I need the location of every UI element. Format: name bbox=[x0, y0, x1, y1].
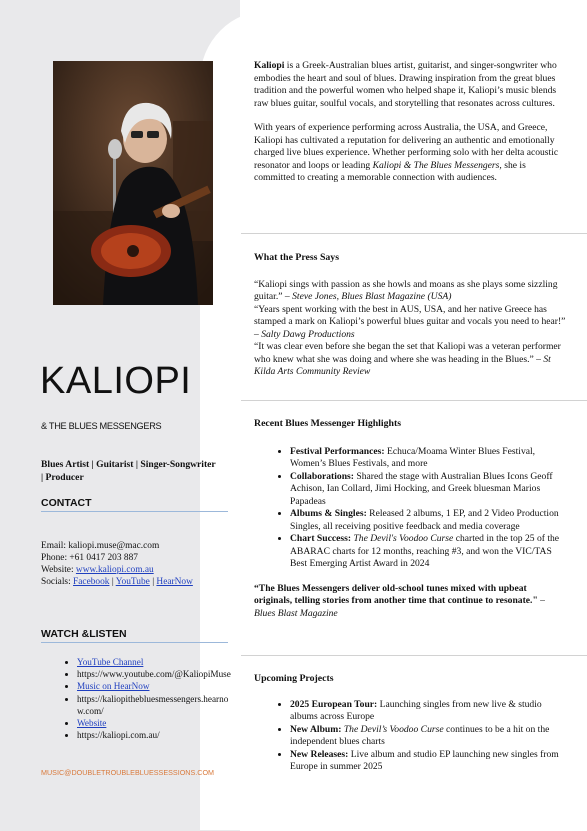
press-heading: What the Press Says bbox=[254, 252, 340, 263]
press-quote-source: Salty Dawg Productions bbox=[261, 328, 355, 340]
bio-artist-name: Kaliopi bbox=[254, 60, 285, 71]
watch-divider bbox=[41, 642, 228, 643]
press-quote bbox=[254, 304, 567, 342]
item-label: Chart Success: bbox=[290, 533, 352, 544]
highlights-section bbox=[254, 418, 567, 620]
contact-heading: CONTACT bbox=[41, 497, 92, 509]
bio-section bbox=[254, 60, 567, 185]
section-divider bbox=[241, 400, 587, 401]
highlights-heading: Recent Blues Messenger Highlights bbox=[254, 418, 402, 429]
artist-subtitle: & THE BLUES MESSENGERS bbox=[41, 421, 162, 431]
press-quote-source: Steve Jones, Blues Blast Magazine (USA) bbox=[292, 291, 452, 302]
projects-heading: Upcoming Projects bbox=[254, 673, 334, 684]
bio-text-1: is a Greek-Australian blues artist, guitarist, and singer-songwriter who embodies the heart and soul of blues. Drawing inspiration from the great blues tradition and the powerful women who helped shape it, Kaliopi’s music blends raw blues guitar, soulful vocals, and storytelling that resonates across cultures. bbox=[254, 60, 557, 109]
item-label: Festival Performances: bbox=[290, 445, 385, 457]
item-label: New Releases: bbox=[290, 748, 349, 760]
facebook-link[interactable]: Facebook bbox=[73, 577, 110, 587]
item-text: Released 2 albums, 1 EP, and 2 Video Production Singles, all receiving positive feedback and media coverage bbox=[290, 508, 559, 532]
highlights-quote-text: “The Blues Messengers deliver old-school tunes mixed with upbeat originals, telling stories from another time that continue to resonate." bbox=[254, 582, 538, 606]
item-text: Live album and studio EP launching new singles from Europe in summer 2025 bbox=[290, 748, 559, 772]
contact-divider bbox=[41, 511, 228, 512]
socials-label: Socials: bbox=[41, 577, 74, 587]
item-label: New Album: bbox=[290, 723, 342, 735]
phone-label: Phone: bbox=[41, 553, 70, 563]
watch-heading: WATCH &LISTEN bbox=[41, 628, 127, 640]
list-item bbox=[290, 749, 567, 774]
contact-block bbox=[41, 540, 231, 588]
watch-link[interactable]: YouTube Channel bbox=[77, 657, 144, 667]
contact-socials bbox=[41, 576, 231, 588]
watch-link[interactable]: Website bbox=[77, 718, 107, 729]
watch-url: https://kaliopithebluesmessengers.hearnow.com/ bbox=[77, 693, 229, 716]
item-text: Launching singles from new live & studio albums across Europe bbox=[290, 698, 542, 722]
watch-item bbox=[77, 668, 231, 680]
email-label: Email: bbox=[41, 541, 69, 551]
item-label: Albums & Singles: bbox=[290, 508, 367, 519]
press-section bbox=[254, 252, 567, 379]
bio-band-name: Kaliopi & The Blues Messengers, bbox=[372, 159, 502, 171]
highlights-quote bbox=[254, 583, 567, 621]
contact-phone bbox=[41, 552, 231, 564]
item-title: The Devil's Voodoo Curse bbox=[353, 533, 454, 544]
watch-url: https://www.youtube.com/@KaliopiMuse bbox=[77, 669, 231, 680]
bio-paragraph-1 bbox=[254, 60, 567, 110]
watch-item bbox=[77, 656, 231, 668]
list-item bbox=[290, 446, 567, 471]
item-text-end: charted in the top 25 of the ABARAC charts for 12 months, reaching #3, and won the VIC/TAS Best Emerging Artist Award in 2024 bbox=[290, 533, 560, 569]
item-text: Echuca/Moama Winter Blues Festival, Women’s Blues Festivals, and more bbox=[290, 445, 536, 469]
phone-value: +61 0417 203 887 bbox=[69, 553, 138, 563]
list-item bbox=[290, 699, 567, 724]
press-quote-text: “Years spent working with the best in AUS, USA, and her native Greece has stamped a mark on Kaliopi’s powerful blues guitar and vocals you need to hear!” – bbox=[254, 303, 566, 340]
press-quote bbox=[254, 279, 567, 304]
watch-list bbox=[41, 656, 231, 741]
watch-item bbox=[77, 729, 231, 741]
projects-list bbox=[254, 699, 567, 774]
performer-photo-icon bbox=[53, 61, 213, 305]
socials-separator: | bbox=[109, 577, 116, 587]
list-item bbox=[290, 533, 567, 571]
artist-roles: Blues Artist | Guitarist | Singer-Songwriter | Producer bbox=[41, 459, 216, 483]
watch-item bbox=[77, 717, 231, 729]
artist-name: KALIOPI bbox=[40, 360, 192, 402]
press-quote bbox=[254, 341, 567, 379]
watch-link[interactable]: Music on HearNow bbox=[77, 681, 150, 692]
list-item bbox=[290, 508, 567, 533]
item-label: Collaborations: bbox=[290, 470, 354, 482]
footer-email[interactable]: MUSIC@DOUBLETROUBLEBLUESSESSIONS.COM bbox=[41, 768, 215, 777]
item-title: The Devil’s Voodoo Curse bbox=[343, 723, 444, 735]
performer-photo bbox=[53, 61, 213, 305]
press-quote-source: St Kilda Arts Community Review bbox=[254, 353, 551, 377]
watch-url: https://kaliopi.com.au/ bbox=[77, 730, 160, 741]
contact-website bbox=[41, 564, 231, 576]
bio-paragraph-2 bbox=[254, 122, 567, 185]
bio-text-2-end: she is committed to creating a memorable connection with audiences. bbox=[254, 159, 526, 183]
press-quotes bbox=[254, 279, 567, 379]
press-quote-text: “Kaliopi sings with passion as she howls and moans as she plays some sizzling guitar.” – bbox=[254, 278, 558, 302]
quote-dash: – bbox=[537, 595, 545, 606]
socials-separator: | bbox=[149, 577, 157, 587]
highlights-quote-source: Blues Blast Magazine bbox=[254, 607, 338, 619]
bio-text-2: With years of experience performing across Australia, the USA, and Greece, Kaliopi has cultivated a reputation for delivering an authentic and emotionally charged live blues experience. Whether performing solo with her delta acoustic resonator and loops or leading bbox=[254, 122, 559, 171]
highlights-list bbox=[254, 446, 567, 571]
website-link[interactable]: www.kaliopi.com.au bbox=[75, 565, 154, 575]
hearnow-link[interactable]: HearNow bbox=[156, 577, 193, 587]
item-text-end: continues to be a hit on the independent blues charts bbox=[290, 723, 550, 747]
section-divider bbox=[241, 655, 587, 656]
watch-item bbox=[77, 680, 231, 692]
press-quote-text: “It was clear even before she began the set that Kaliopi was a veteran performer who knew what she was doing and where she was heading in the Blues.” – bbox=[254, 341, 561, 365]
website-label: Website: bbox=[41, 565, 76, 575]
projects-section bbox=[254, 673, 567, 774]
item-text: Shared the stage with Australian Blues Icons Geoff Achison, Ian Collard, Jimi Hocking, and Greek bluesman Marios Papadeas bbox=[290, 470, 553, 507]
list-item bbox=[290, 724, 567, 749]
email-value[interactable]: kaliopi.muse@mac.com bbox=[68, 541, 160, 551]
contact-email bbox=[41, 540, 231, 552]
watch-item bbox=[77, 693, 231, 717]
youtube-link[interactable]: YouTube bbox=[115, 577, 150, 587]
list-item bbox=[290, 471, 567, 509]
section-divider bbox=[241, 233, 587, 234]
item-label: 2025 European Tour: bbox=[290, 698, 378, 710]
